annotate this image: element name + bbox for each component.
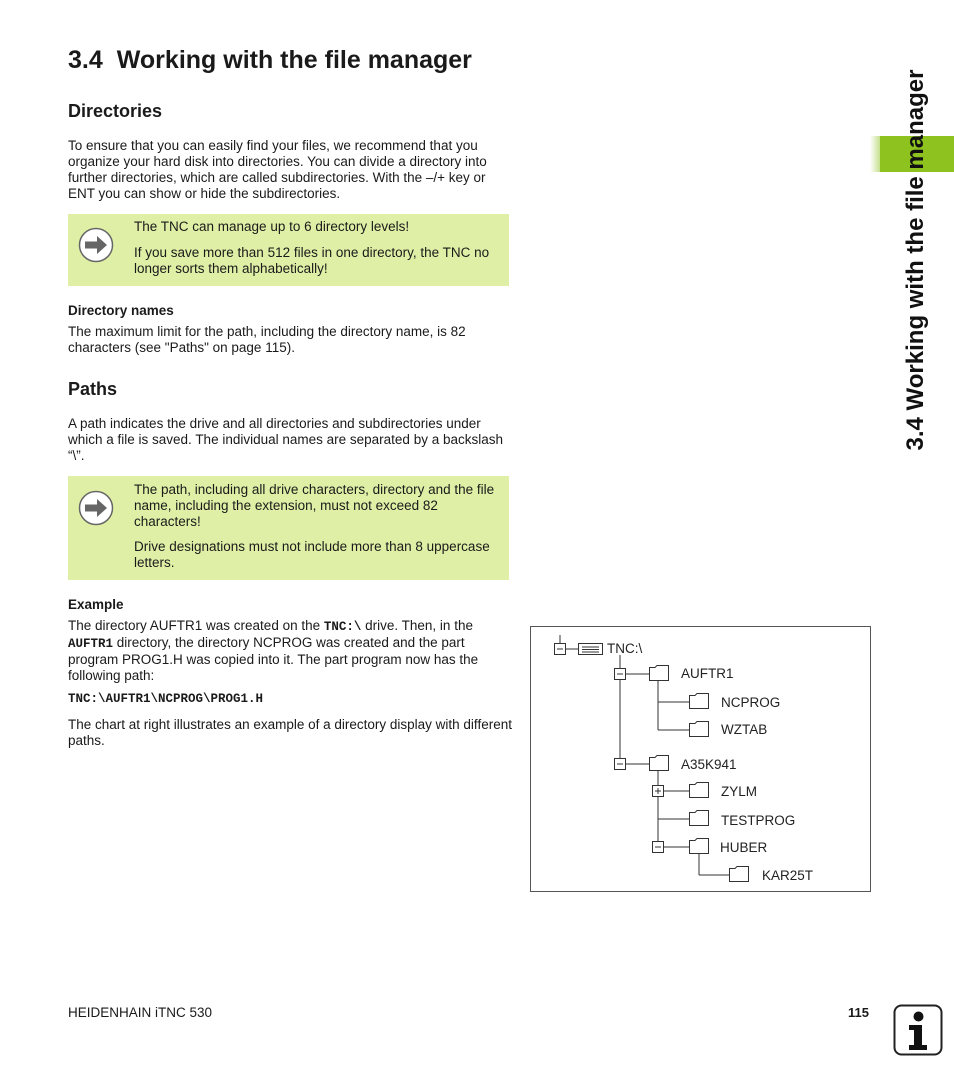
directory-names-text: The maximum limit for the path, including the directory name, is 82 characters (see "Paths" on page 115). (68, 324, 466, 355)
directory-names-heading: Directory names (68, 303, 174, 318)
arrow-right-icon (78, 490, 114, 526)
section-title: Working with the file manager (116, 46, 472, 74)
section-number: 3.4 (68, 46, 103, 74)
side-chapter-title: 3.4 Working with the file manager (902, 69, 929, 451)
example-text (68, 618, 512, 684)
directories-note (68, 214, 509, 286)
example-path: TNC:\AUFTR1\NCPROG\PROG1.H (68, 692, 264, 706)
tree-node-kar25t: KAR25T (762, 868, 814, 883)
paths-note (68, 476, 509, 580)
tree-node-auftr1: AUFTR1 (681, 666, 734, 681)
tree-root-label: TNC:\ (607, 641, 643, 656)
tree-node-zylm: ZYLM (721, 784, 758, 799)
example-drive: TNC:\ (323, 620, 362, 634)
example-directory: AUFTR1 (68, 637, 114, 651)
example-text-part-3: directory, the directory NCPROG was created and the part program PROG1.H was copied into it. The part program now has the following path: (68, 635, 479, 683)
directories-note-line-2: If you save more than 512 files in one directory, the TNC no longer sorts them alphabetically! (134, 245, 490, 276)
directories-heading: Directories (68, 101, 163, 121)
tree-node-wztab: WZTAB (721, 722, 768, 737)
directory-tree-figure (530, 626, 871, 892)
example-heading: Example (68, 597, 124, 612)
tree-node-ncprog: NCPROG (721, 695, 781, 710)
footer-product: HEIDENHAIN iTNC 530 (68, 1005, 213, 1020)
directories-intro: To ensure that you can easily find your files, we recommend that you organize your hard disk into directories. You can divide a directory into further directories, which are called subdirectories. With the –/+ key or ENT you can show or hide the subdirectories. (68, 138, 487, 201)
info-icon (893, 1004, 943, 1056)
page-number: 115 (848, 1005, 869, 1020)
directories-note-line-1: The TNC can manage up to 6 directory levels! (134, 219, 410, 234)
tree-node-testprog: TESTPROG (721, 813, 796, 828)
tree-node-a35k941: A35K941 (681, 757, 737, 772)
example-text-part-1: The directory AUFTR1 was created on the (68, 618, 324, 633)
paths-note-line-1: The path, including all drive characters, directory and the file name, including the extension, must not exceed 82 characters! (134, 482, 495, 529)
tree-node-huber: HUBER (720, 840, 768, 855)
paths-intro: A path indicates the drive and all directories and subdirectories under which a file is saved. The individual names are separated by a backslash “\”. (68, 416, 503, 463)
page-title (68, 46, 472, 75)
example-text-part-2: drive. Then, in the (361, 618, 473, 633)
example-closing: The chart at right illustrates an example of a directory display with different paths. (68, 717, 512, 748)
paths-heading: Paths (68, 379, 118, 399)
paths-note-line-2: Drive designations must not include more than 8 uppercase letters. (134, 539, 490, 570)
arrow-right-icon (78, 227, 114, 263)
